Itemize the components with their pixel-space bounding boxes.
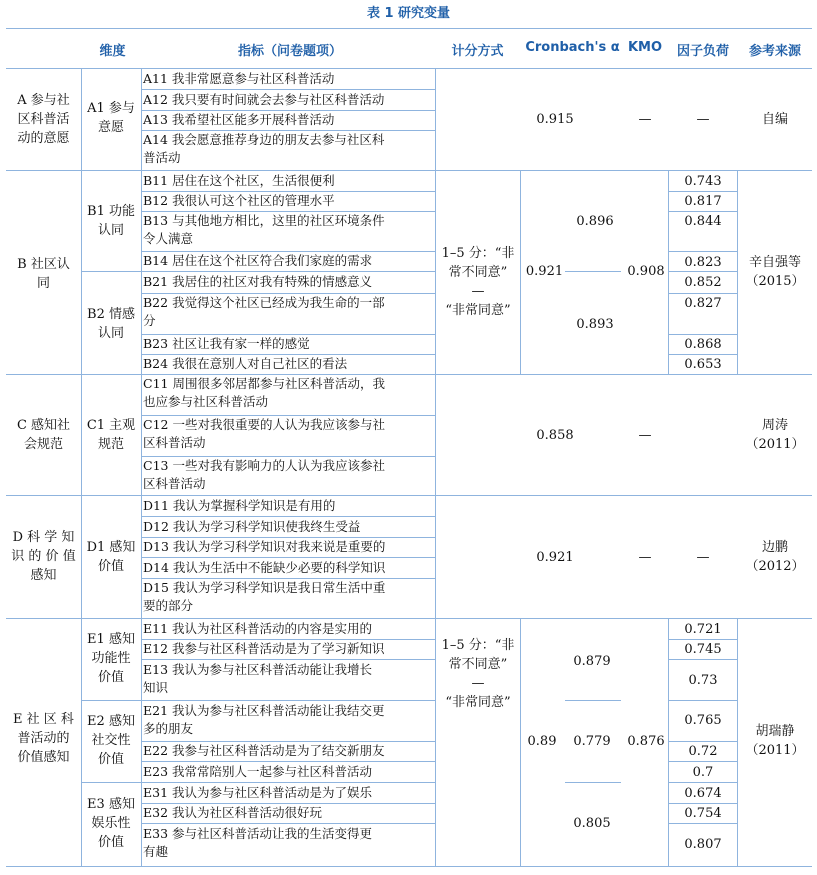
col-divider bbox=[737, 170, 738, 374]
subdimension-b2: B2 情感 认同 bbox=[87, 307, 135, 341]
alpha-e3: 0.805 bbox=[573, 816, 611, 831]
item-d12: D12 我认为学习科学知识使我终生受益 bbox=[143, 519, 361, 534]
alpha-rule bbox=[565, 271, 621, 272]
loading-rule bbox=[668, 823, 737, 824]
loading-e23: 0.7 bbox=[692, 765, 714, 780]
item-d15: D15 我认为学习科学知识是我日常生活中重 要的部分 bbox=[143, 580, 386, 613]
alpha-e-total: 0.89 bbox=[527, 734, 557, 749]
item-a13: A13 我希望社区能多开展科普活动 bbox=[143, 112, 335, 127]
item-b14: B14 居住在这个社区符合我们家庭的需求 bbox=[143, 253, 373, 268]
row-rule bbox=[141, 89, 435, 90]
header-alpha: Cronbach's α bbox=[525, 40, 620, 55]
subdimension-b1: B1 功能 认同 bbox=[87, 204, 135, 238]
dimension-b: B 社区认 同 bbox=[17, 257, 70, 291]
loading-b24: 0.653 bbox=[684, 357, 722, 372]
subdimension-e1: E1 感知 功能性 价值 bbox=[87, 632, 135, 685]
scoring-method-e: 1–5 分：“非 常不同意” — “非常同意” bbox=[441, 638, 515, 710]
dimension-a: A 参与社 区科普活 动的意愿 bbox=[17, 93, 70, 146]
item-d13: D13 我认为学习科学知识对我来说是重要的 bbox=[143, 539, 386, 554]
item-a12: A12 我只要有时间就会去参与社区科普活动 bbox=[143, 92, 385, 107]
table-bottom-rule bbox=[6, 866, 812, 867]
alpha-b2: 0.893 bbox=[576, 317, 614, 332]
source-e: 胡瑞静 （2011） bbox=[745, 724, 805, 758]
header-dimension: 维度 bbox=[99, 44, 126, 59]
table-top-rule bbox=[6, 28, 812, 29]
row-rule bbox=[141, 516, 435, 517]
item-c13: C13 一些对我有影响力的人认为我应该参社 区科普活动 bbox=[143, 458, 385, 491]
loading-rule bbox=[668, 700, 737, 701]
item-e12: E12 我参与社区科普活动是为了学习新知识 bbox=[143, 641, 385, 656]
kmo-b: 0.908 bbox=[627, 264, 665, 279]
header-source: 参考来源 bbox=[748, 44, 801, 59]
header-rule bbox=[6, 68, 812, 69]
table-title: 表 1 研究变量 bbox=[366, 6, 451, 21]
loading-rule bbox=[668, 761, 737, 762]
col-divider bbox=[737, 618, 738, 866]
col-divider bbox=[141, 68, 142, 866]
loading-b11: 0.743 bbox=[684, 174, 722, 189]
loading-b23: 0.868 bbox=[684, 337, 722, 352]
item-e21: E21 我认为参与社区科普活动能让我结交更 多的朋友 bbox=[143, 703, 385, 736]
row-rule bbox=[141, 761, 435, 762]
alpha-c: 0.858 bbox=[536, 428, 574, 443]
row-rule bbox=[81, 782, 435, 783]
item-b11: B11 居住在这个社区，生活很便利 bbox=[143, 173, 335, 188]
item-e13: E13 我认为参与社区科普活动能让我增长 知识 bbox=[143, 662, 373, 695]
row-rule bbox=[141, 823, 435, 824]
col-divider bbox=[520, 170, 521, 374]
dimension-d: D 科 学 知 识 的 价 值 感知 bbox=[11, 530, 76, 583]
kmo-e: 0.876 bbox=[627, 734, 665, 749]
loading-rule bbox=[668, 251, 737, 252]
kmo-d: — bbox=[638, 550, 652, 565]
loading-e33: 0.807 bbox=[684, 837, 722, 852]
row-rule bbox=[141, 659, 435, 660]
row-rule bbox=[81, 271, 435, 272]
dimension-c: C 感知社 会规范 bbox=[16, 418, 71, 452]
alpha-a: 0.915 bbox=[536, 112, 574, 127]
item-e32: E32 我认为社区科普活动很好玩 bbox=[143, 805, 323, 820]
header-indicator: 指标（问卷题项） bbox=[237, 44, 342, 59]
loading-b21: 0.852 bbox=[684, 275, 722, 290]
kmo-a: — bbox=[638, 112, 652, 127]
header-scoring: 计分方式 bbox=[451, 44, 504, 59]
item-d14: D14 我认为生活中不能缺少必要的科学知识 bbox=[143, 560, 386, 575]
source-b: 辛自强等 （2015） bbox=[745, 255, 805, 289]
loading-e11: 0.721 bbox=[684, 622, 722, 637]
col-divider bbox=[435, 68, 436, 866]
loading-b14: 0.823 bbox=[684, 255, 722, 270]
section-rule-e bbox=[6, 618, 812, 619]
loading-rule bbox=[668, 659, 737, 660]
item-c12: C12 一些对我很重要的人认为我应该参与社 区科普活动 bbox=[143, 417, 385, 450]
item-b23: B23 社区让我有家一样的感觉 bbox=[143, 336, 310, 351]
alpha-b1: 0.896 bbox=[576, 214, 614, 229]
loading-rule bbox=[668, 782, 737, 783]
section-rule-d bbox=[6, 495, 812, 496]
header-loading: 因子负荷 bbox=[676, 44, 729, 59]
subdimension-e2: E2 感知 社交性 价值 bbox=[87, 714, 135, 767]
section-rule-b bbox=[6, 170, 812, 171]
subdimension-c1: C1 主观 规范 bbox=[86, 418, 136, 452]
loading-b12: 0.817 bbox=[684, 194, 722, 209]
item-b22: B22 我觉得这个社区已经成为我生命的一部 分 bbox=[143, 295, 385, 328]
item-e31: E31 我认为参与社区科普活动是为了娱乐 bbox=[143, 785, 373, 800]
row-rule bbox=[141, 557, 435, 558]
source-a: 自编 bbox=[761, 112, 788, 127]
subdimension-d1: D1 感知 价值 bbox=[86, 540, 136, 574]
alpha-d: 0.921 bbox=[536, 550, 574, 565]
dimension-e: E 社 区 科 普活动的 价值感知 bbox=[13, 712, 74, 765]
loading-e12: 0.745 bbox=[684, 642, 722, 657]
loading-d: — bbox=[696, 550, 710, 565]
subdimension-e3: E3 感知 娱乐性 价值 bbox=[87, 797, 135, 850]
item-a14: A14 我会愿意推荐身边的朋友去参与社区科 普活动 bbox=[143, 132, 385, 165]
loading-b13: 0.844 bbox=[684, 214, 722, 229]
alpha-rule bbox=[565, 782, 621, 783]
col-divider bbox=[520, 618, 521, 866]
loading-e22: 0.72 bbox=[688, 744, 718, 759]
item-c11: C11 周围很多邻居都参与社区科普活动，我 也应参与社区科普活动 bbox=[143, 376, 385, 409]
item-e23: E23 我常常陪别人一起参与社区科普活动 bbox=[143, 764, 373, 779]
alpha-e1: 0.879 bbox=[573, 654, 611, 669]
loading-e13: 0.73 bbox=[688, 673, 718, 688]
item-d11: D11 我认为掌握科学知识是有用的 bbox=[143, 498, 336, 513]
item-b12: B12 我很认可这个社区的管理水平 bbox=[143, 193, 335, 208]
loading-e21: 0.765 bbox=[684, 713, 722, 728]
loading-b22: 0.827 bbox=[684, 296, 722, 311]
alpha-rule bbox=[565, 700, 621, 701]
loading-e31: 0.674 bbox=[684, 786, 722, 801]
item-b13: B13 与其他地方相比，这里的社区环境条件 令人满意 bbox=[143, 213, 385, 246]
item-b24: B24 我很在意别人对自己社区的看法 bbox=[143, 356, 348, 371]
source-c: 周涛 （2011） bbox=[745, 418, 805, 452]
scoring-method: 1–5 分：“非 常不同意” — “非常同意” bbox=[441, 246, 515, 318]
alpha-e2: 0.779 bbox=[573, 734, 611, 749]
source-d: 边鹏 （2012） bbox=[745, 540, 805, 574]
header-kmo: KMO bbox=[627, 40, 663, 55]
loading-e32: 0.754 bbox=[684, 806, 722, 821]
item-a11: A11 我非常愿意参与社区科普活动 bbox=[143, 71, 335, 86]
row-rule bbox=[81, 700, 435, 701]
item-e22: E22 我参与社区科普活动是为了结交新朋友 bbox=[143, 743, 385, 758]
item-b21: B21 我居住的社区对我有特殊的情感意义 bbox=[143, 274, 373, 289]
item-e33: E33 参与社区科普活动让我的生活变得更 有趣 bbox=[143, 826, 373, 859]
loading-a: — bbox=[696, 112, 710, 127]
item-e11: E11 我认为社区科普活动的内容是实用的 bbox=[143, 621, 373, 636]
section-rule-c bbox=[6, 374, 812, 375]
alpha-b-total: 0.921 bbox=[525, 264, 564, 279]
kmo-c: — bbox=[638, 428, 652, 443]
subdimension-a1: A1 参与 意愿 bbox=[87, 101, 135, 135]
